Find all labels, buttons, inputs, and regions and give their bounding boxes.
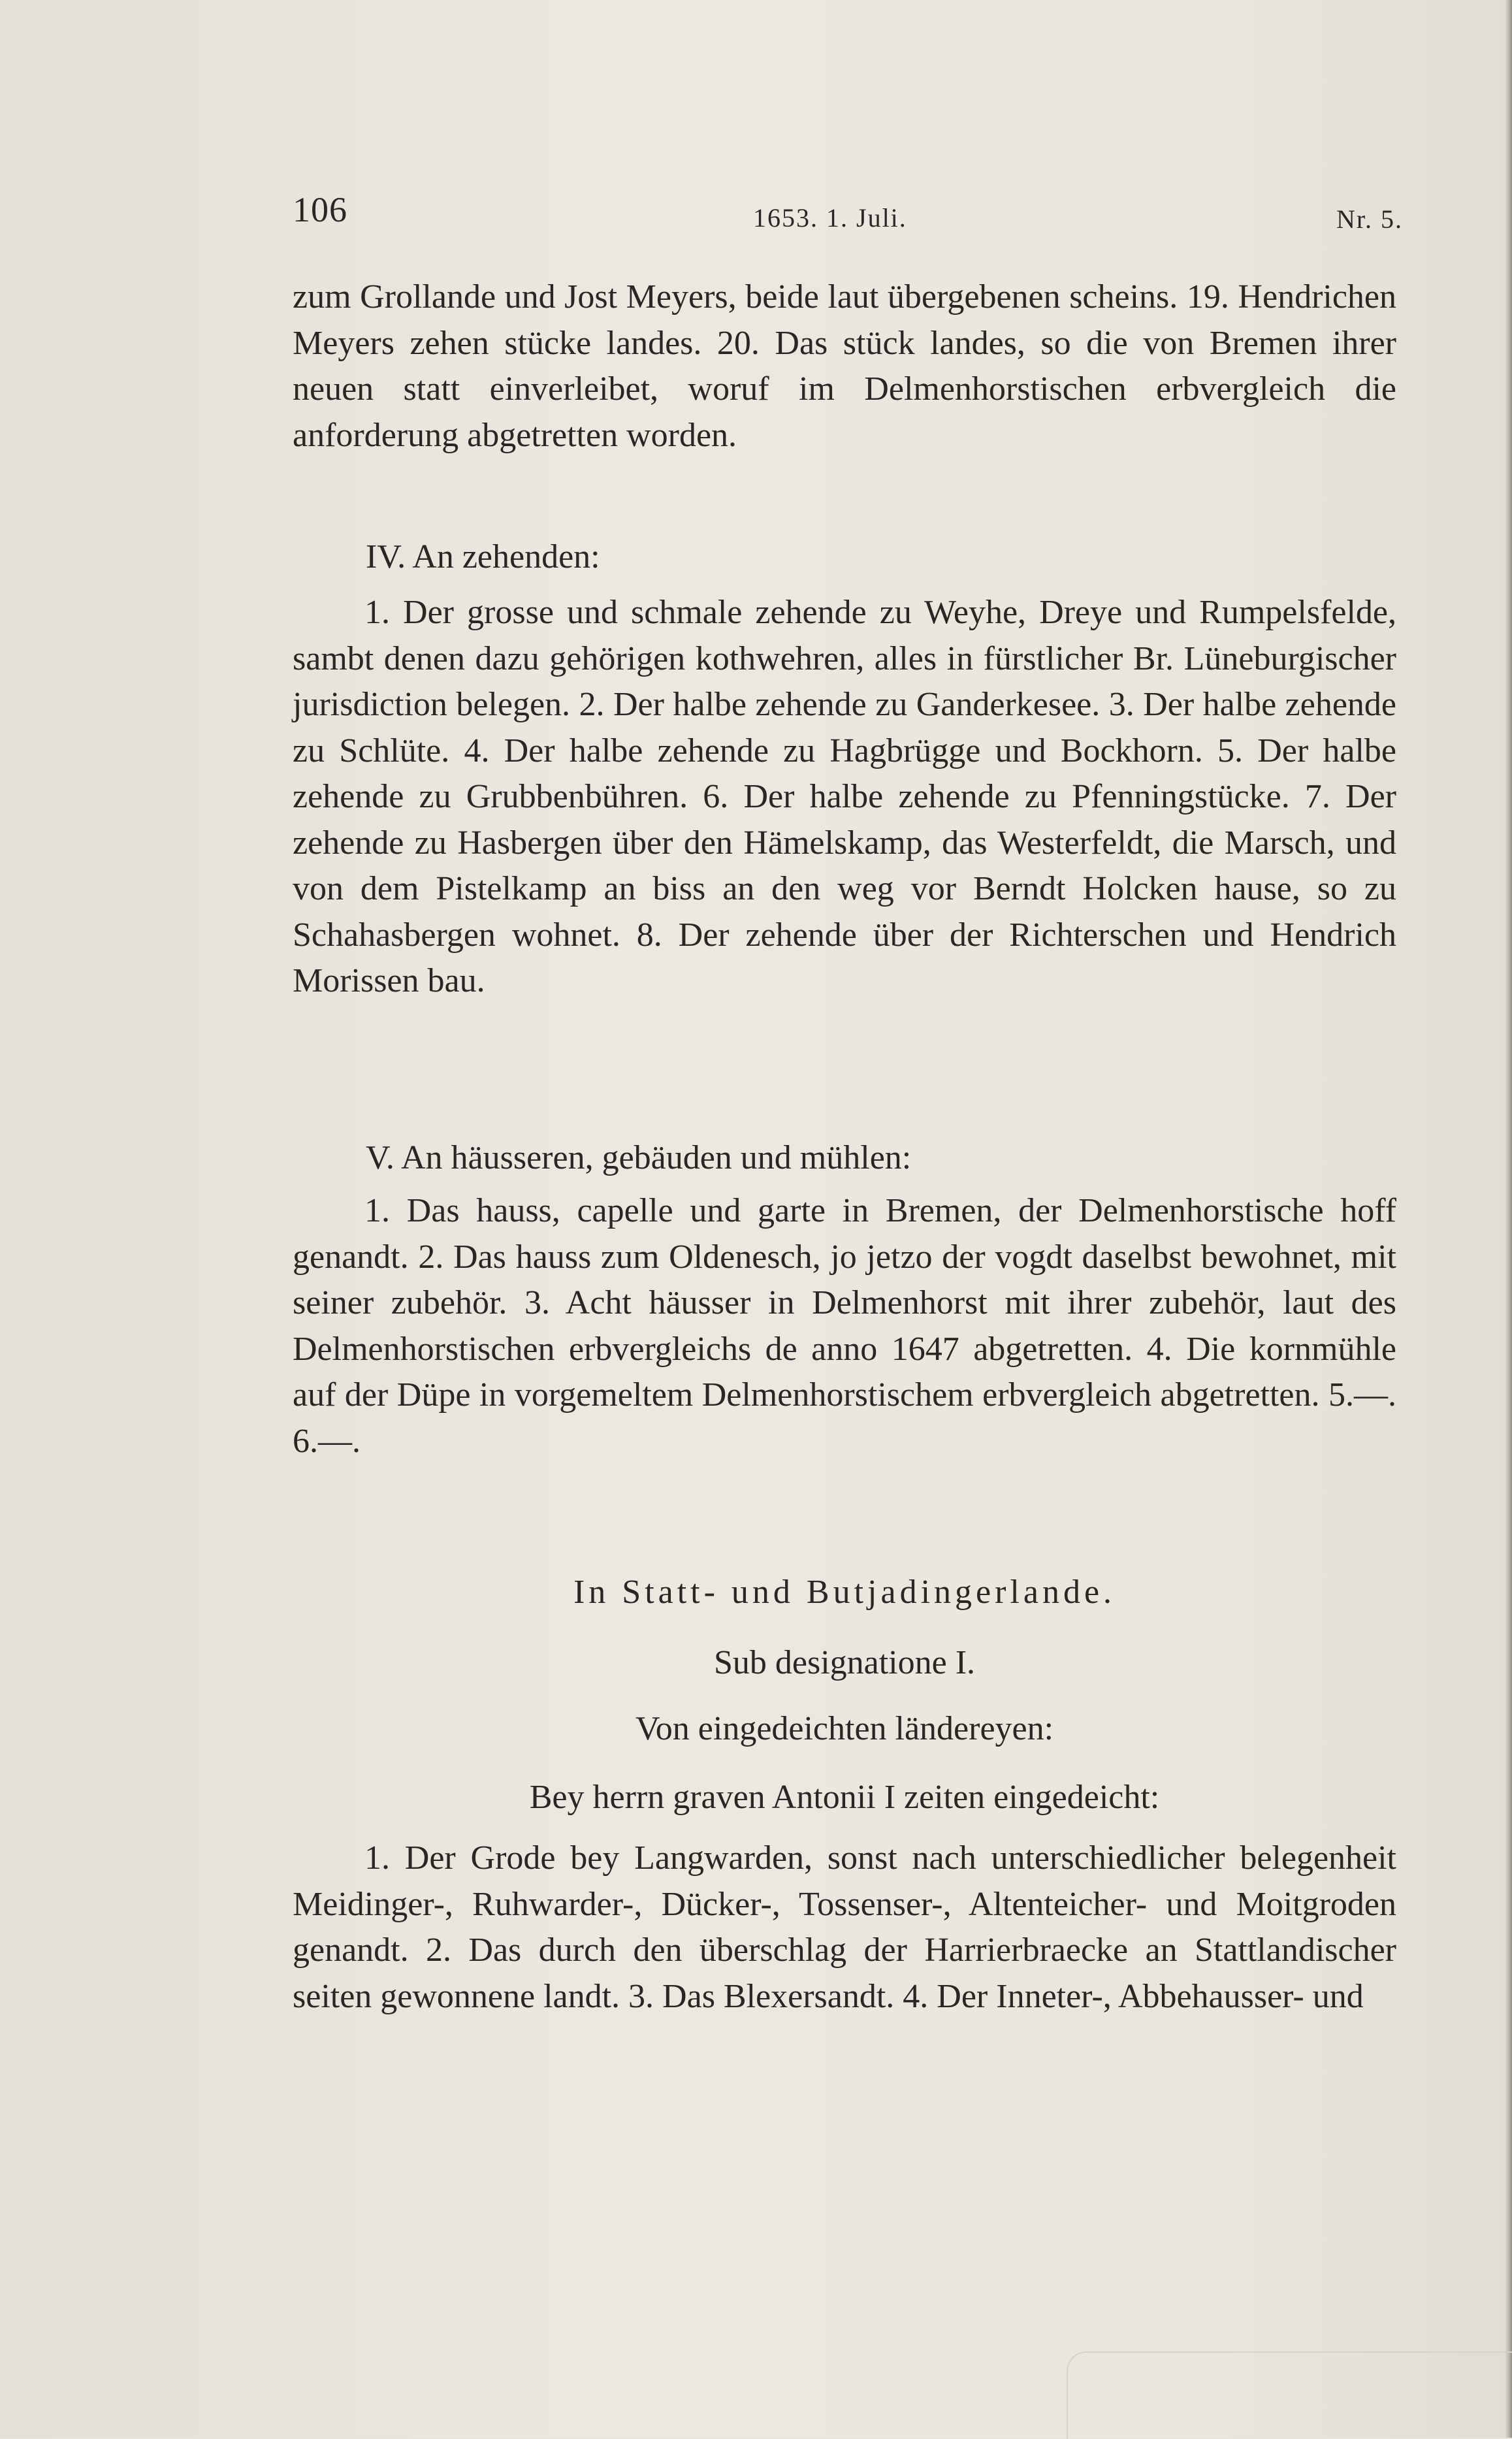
page-number: 106 xyxy=(293,190,347,229)
section-v-text: 1. Das hauss, capelle und garte in Bremen, der Delmenhorstische hoff genandt. 2. Das hauss zum Oldenesch, jo jetzo der vogdt daselbst bewohnet, mit seiner zubehör. 3. Acht häusser in Delmenhorst mit ihrer zubehör, laut des Delmenhorstischen erbvergleichs de anno 1647 abgetretten. 4. Die kornmühle auf der Düpe in vorgemeltem Delmenhorstischem erbvergleich abgetretten. 5.—. 6.—. xyxy=(293,1192,1396,1460)
era-heading: Bey herrn graven Antonii I zeiten eingedeicht: xyxy=(529,1779,1160,1816)
section-iv-text: 1. Der grosse und schmale zehende zu Weyhe, Dreye und Rumpelsfelde, sambt denen dazu gehörigen kothwehren, alles in fürstlicher Br. Lüneburgischer jurisdiction belegen. 2. Der halbe zehende zu Ganderkesee. 3. Der halbe zehende zu Schlüte. 4. Der halbe zehende zu Hagbrügge und Bockhorn. 5. Der halbe zehende zu Grubbenbühren. 6. Der halbe zehende zu Pfenningstücke. 7. Der zehende zu Hasbergen über den Hämelskamp, das Westerfeldt, die Marsch, und von dem Pistelkamp an biss an den weg vor Berndt Holcken hause, so zu Schahasbergen wohnet. 8. Der zehende über der Richterschen und Hendrich Morissen bau. xyxy=(293,594,1396,999)
final-text: 1. Der Grode bey Langwarden, sonst nach unterschiedlicher belegenheit Meidinger-, Ruhwarder-, Dücker-, Tossenser-, Altenteicher- und Moitgroden genandt. 2. Das durch den überschlag der Harrierbraecke an Stattlandischer seiten gewonnene landt. 3. Das Blexersandt. 4. Der Inneter-, Abbehausser- und xyxy=(293,1839,1396,2015)
page-corner-mark xyxy=(1067,2351,1512,2439)
document-number: Nr. 5. xyxy=(1336,204,1403,234)
running-header xyxy=(293,189,1403,242)
lands-heading: Von eingedeichten ländereyen: xyxy=(635,1710,1054,1747)
section-iv-heading: IV. An zehenden: xyxy=(366,538,600,575)
page-edge-shadow xyxy=(1505,0,1512,2438)
region-heading: In Statt- und Butjadingerlande. xyxy=(573,1574,1116,1611)
opening-paragraph: zum Grollande und Jost Meyers, beide laut übergebenen scheins. 19. Hendrichen Meyers zehen stücke landes. 20. Das stück landes, so die von Bremen ihrer neuen statt einverleibet, woruf im Delmenhorstischen erbvergleich die anforderung abgetretten worden. xyxy=(293,278,1396,454)
running-date: 1653. 1. Juli. xyxy=(753,203,907,233)
section-v-heading: V. An häusseren, gebäuden und mühlen: xyxy=(366,1139,912,1176)
designation-heading: Sub designatione I. xyxy=(713,1644,976,1681)
